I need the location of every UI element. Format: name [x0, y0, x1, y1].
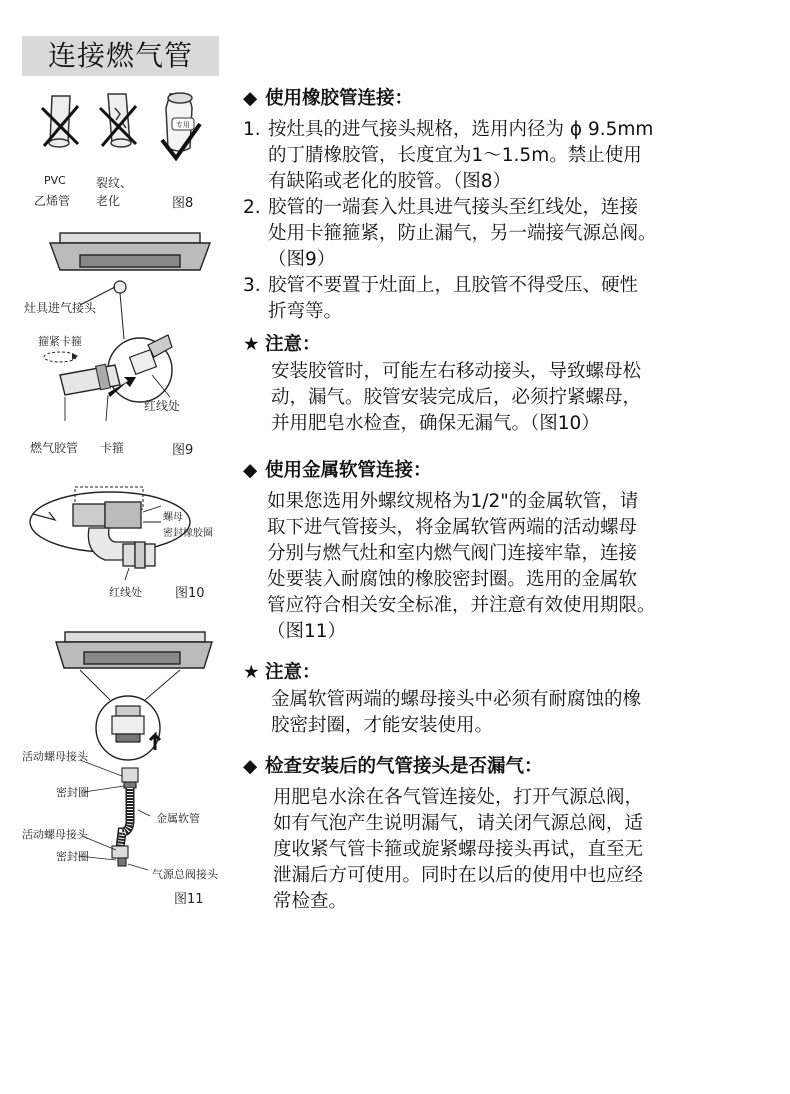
label-main-valve: 气源总阀接头: [152, 868, 218, 881]
figure-9-caption: 图9: [172, 443, 194, 458]
label-nut: 螺母: [163, 512, 183, 523]
diamond-bullet-icon: ◆: [243, 460, 258, 481]
figure-11-caption: 图11: [174, 892, 204, 907]
label-pvc-2: 乙烯管: [34, 194, 71, 208]
label-crack: 裂纹、: [96, 176, 133, 190]
star-icon: ★: [243, 662, 260, 683]
label-seal-ring: 密封橡胶圈: [163, 528, 213, 539]
dedicated-tag: 专用: [176, 121, 190, 129]
leak-check-body: 用肥皂水涂在各气管连接处，打开气源总阀， 如有气泡产生说明漏气，请关闭气源总阀，适 度收紧气管卡箍或旋紧螺母接头再试，直至无 泄漏后方可使用。同时在以后的使用中也应经 常检查。: [273, 787, 644, 912]
heading-note-2: ★ 注意：: [243, 659, 788, 687]
label-clamp: 卡箍: [100, 441, 125, 455]
figure-10-caption: 图10: [175, 586, 205, 601]
label-movable-nut-top: 活动螺母接头: [22, 750, 88, 763]
label-seal-bottom: 密封圈: [56, 850, 89, 863]
heading-metal-hose: ◆ 使用金属软管连接：: [243, 457, 788, 485]
heading-leak-check: ◆ 检查安装后的气管接头是否漏气：: [243, 753, 788, 781]
label-red-line: 红线处: [109, 586, 142, 599]
figure-8-illustration: [30, 88, 220, 178]
instructions-column: [243, 85, 788, 915]
page-title: 连接燃气管: [22, 36, 219, 76]
step-1: 1. 按灶具的进气接头规格，选用内径为 ϕ 9.5mm 的丁腈橡胶管，长度宜为1～1.5m。禁止使用 有缺陷或老化的胶管。（图8）: [243, 119, 654, 192]
label-pvc: PVC: [44, 174, 66, 187]
star-icon: ★: [243, 334, 260, 355]
label-aging: 老化: [96, 194, 121, 208]
heading-note-1: ★ 注意：: [243, 331, 788, 359]
figure-9: [20, 225, 220, 460]
label-metal-hose: 金属软管: [156, 812, 200, 825]
label-red-line: 红线处: [144, 399, 181, 413]
figure-8: [30, 88, 220, 213]
label-seal-top: 密封圈: [56, 786, 89, 799]
figure-8-caption: 图8: [172, 196, 194, 211]
heading-rubber-hose: ◆ 使用橡胶管连接：: [243, 85, 788, 113]
label-gas-hose: 燃气胶管: [30, 441, 79, 455]
note-2-body: 金属软管两端的螺母接头中必须有耐腐蚀的橡 胶密封圈，才能安装使用。: [271, 689, 642, 736]
note-1-body: 安装胶管时，可能左右移动接头，导致螺母松 动，漏气。胶管安装完成后，必须拧紧螺母， 并用肥皂水检查，确保无漏气。（图10）: [271, 361, 642, 434]
step-2: 2. 胶管的一端套入灶具进气接头至红线处，连接 处用卡箍箍紧，防止漏气，另一端接气源总阀。 （图9）: [243, 197, 657, 270]
step-3: 3. 胶管不要置于灶面上，且胶管不得受压、硬性 折弯等。: [243, 275, 639, 322]
figure-10: [25, 482, 225, 607]
label-clamp-tighten: 箍紧卡箍: [38, 335, 82, 348]
figure-11: [20, 620, 245, 910]
diamond-bullet-icon: ◆: [243, 88, 258, 109]
label-inlet: 灶具进气接头: [24, 301, 97, 315]
metal-hose-body: 如果您选用外螺纹规格为1/2"的金属软管，请 取下进气管接头，将金属软管两端的活动螺母 分别与燃气灶和室内燃气阀门连接牢靠，连接 处要装入耐腐蚀的橡胶密封圈。选用的金属软 管应符合相关安全标准，并注意有效使用期限。 （图11）: [267, 491, 656, 642]
figure-9-illustration: [20, 225, 220, 425]
rubber-hose-steps: [243, 117, 788, 325]
diamond-bullet-icon: ◆: [243, 756, 258, 777]
label-movable-nut-bottom: 活动螺母接头: [22, 828, 88, 841]
